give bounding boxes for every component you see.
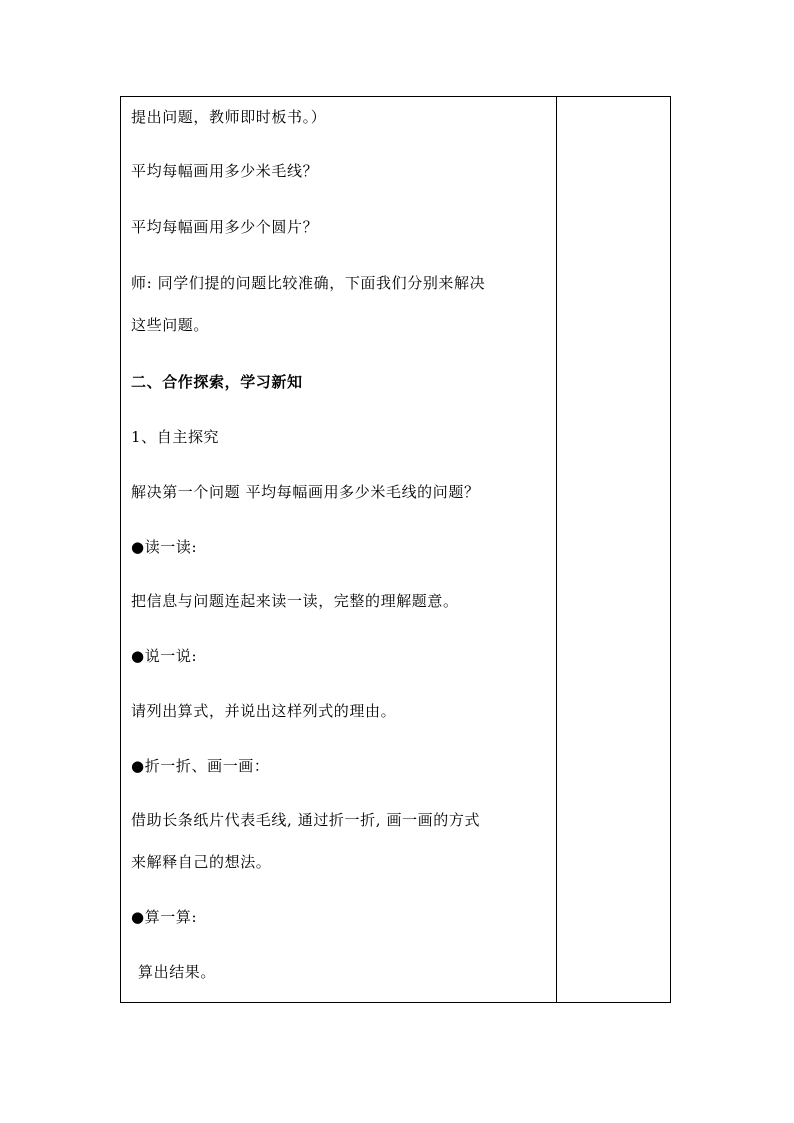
content-cell xyxy=(121,97,556,1002)
subsection-heading: 1、自主探究 xyxy=(131,428,220,446)
text-line-5: 这些问题。 xyxy=(131,316,210,334)
bullet-read: ●读一读: xyxy=(131,538,198,556)
text-line-3: 平均每幅画用多少个圆片？ xyxy=(131,218,319,236)
bullet-say: ●说一说: xyxy=(131,647,198,665)
text-line-12: 请列出算式，并说出这样列式的理由。 xyxy=(131,702,397,720)
notes-cell xyxy=(557,97,670,1002)
lesson-table xyxy=(120,96,671,1003)
text-line-4: 师: 同学们提的问题比较准确，下面我们分别来解决 xyxy=(131,274,486,292)
text-line-17: 算出结果。 xyxy=(138,963,217,981)
bullet-fold-draw: ●折一折、画一画： xyxy=(131,757,270,775)
section-heading: 二、合作探索，学习新知 xyxy=(131,373,303,391)
text-line-1: 提出问题，教师即时板书。） xyxy=(131,108,327,126)
text-line-15: 来解释自己的想法。 xyxy=(131,853,272,871)
text-line-2: 平均每幅画用多少米毛线？ xyxy=(131,162,319,180)
text-line-8: 解决第一个问题 平均每幅画用多少米毛线的问题？ xyxy=(131,483,480,501)
text-line-14: 借助长条纸片代表毛线, 通过折一折, 画一画的方式 xyxy=(131,811,481,829)
bullet-calculate: ●算一算: xyxy=(131,908,198,926)
text-line-10: 把信息与问题连起来读一读，完整的理解题意。 xyxy=(131,592,459,610)
